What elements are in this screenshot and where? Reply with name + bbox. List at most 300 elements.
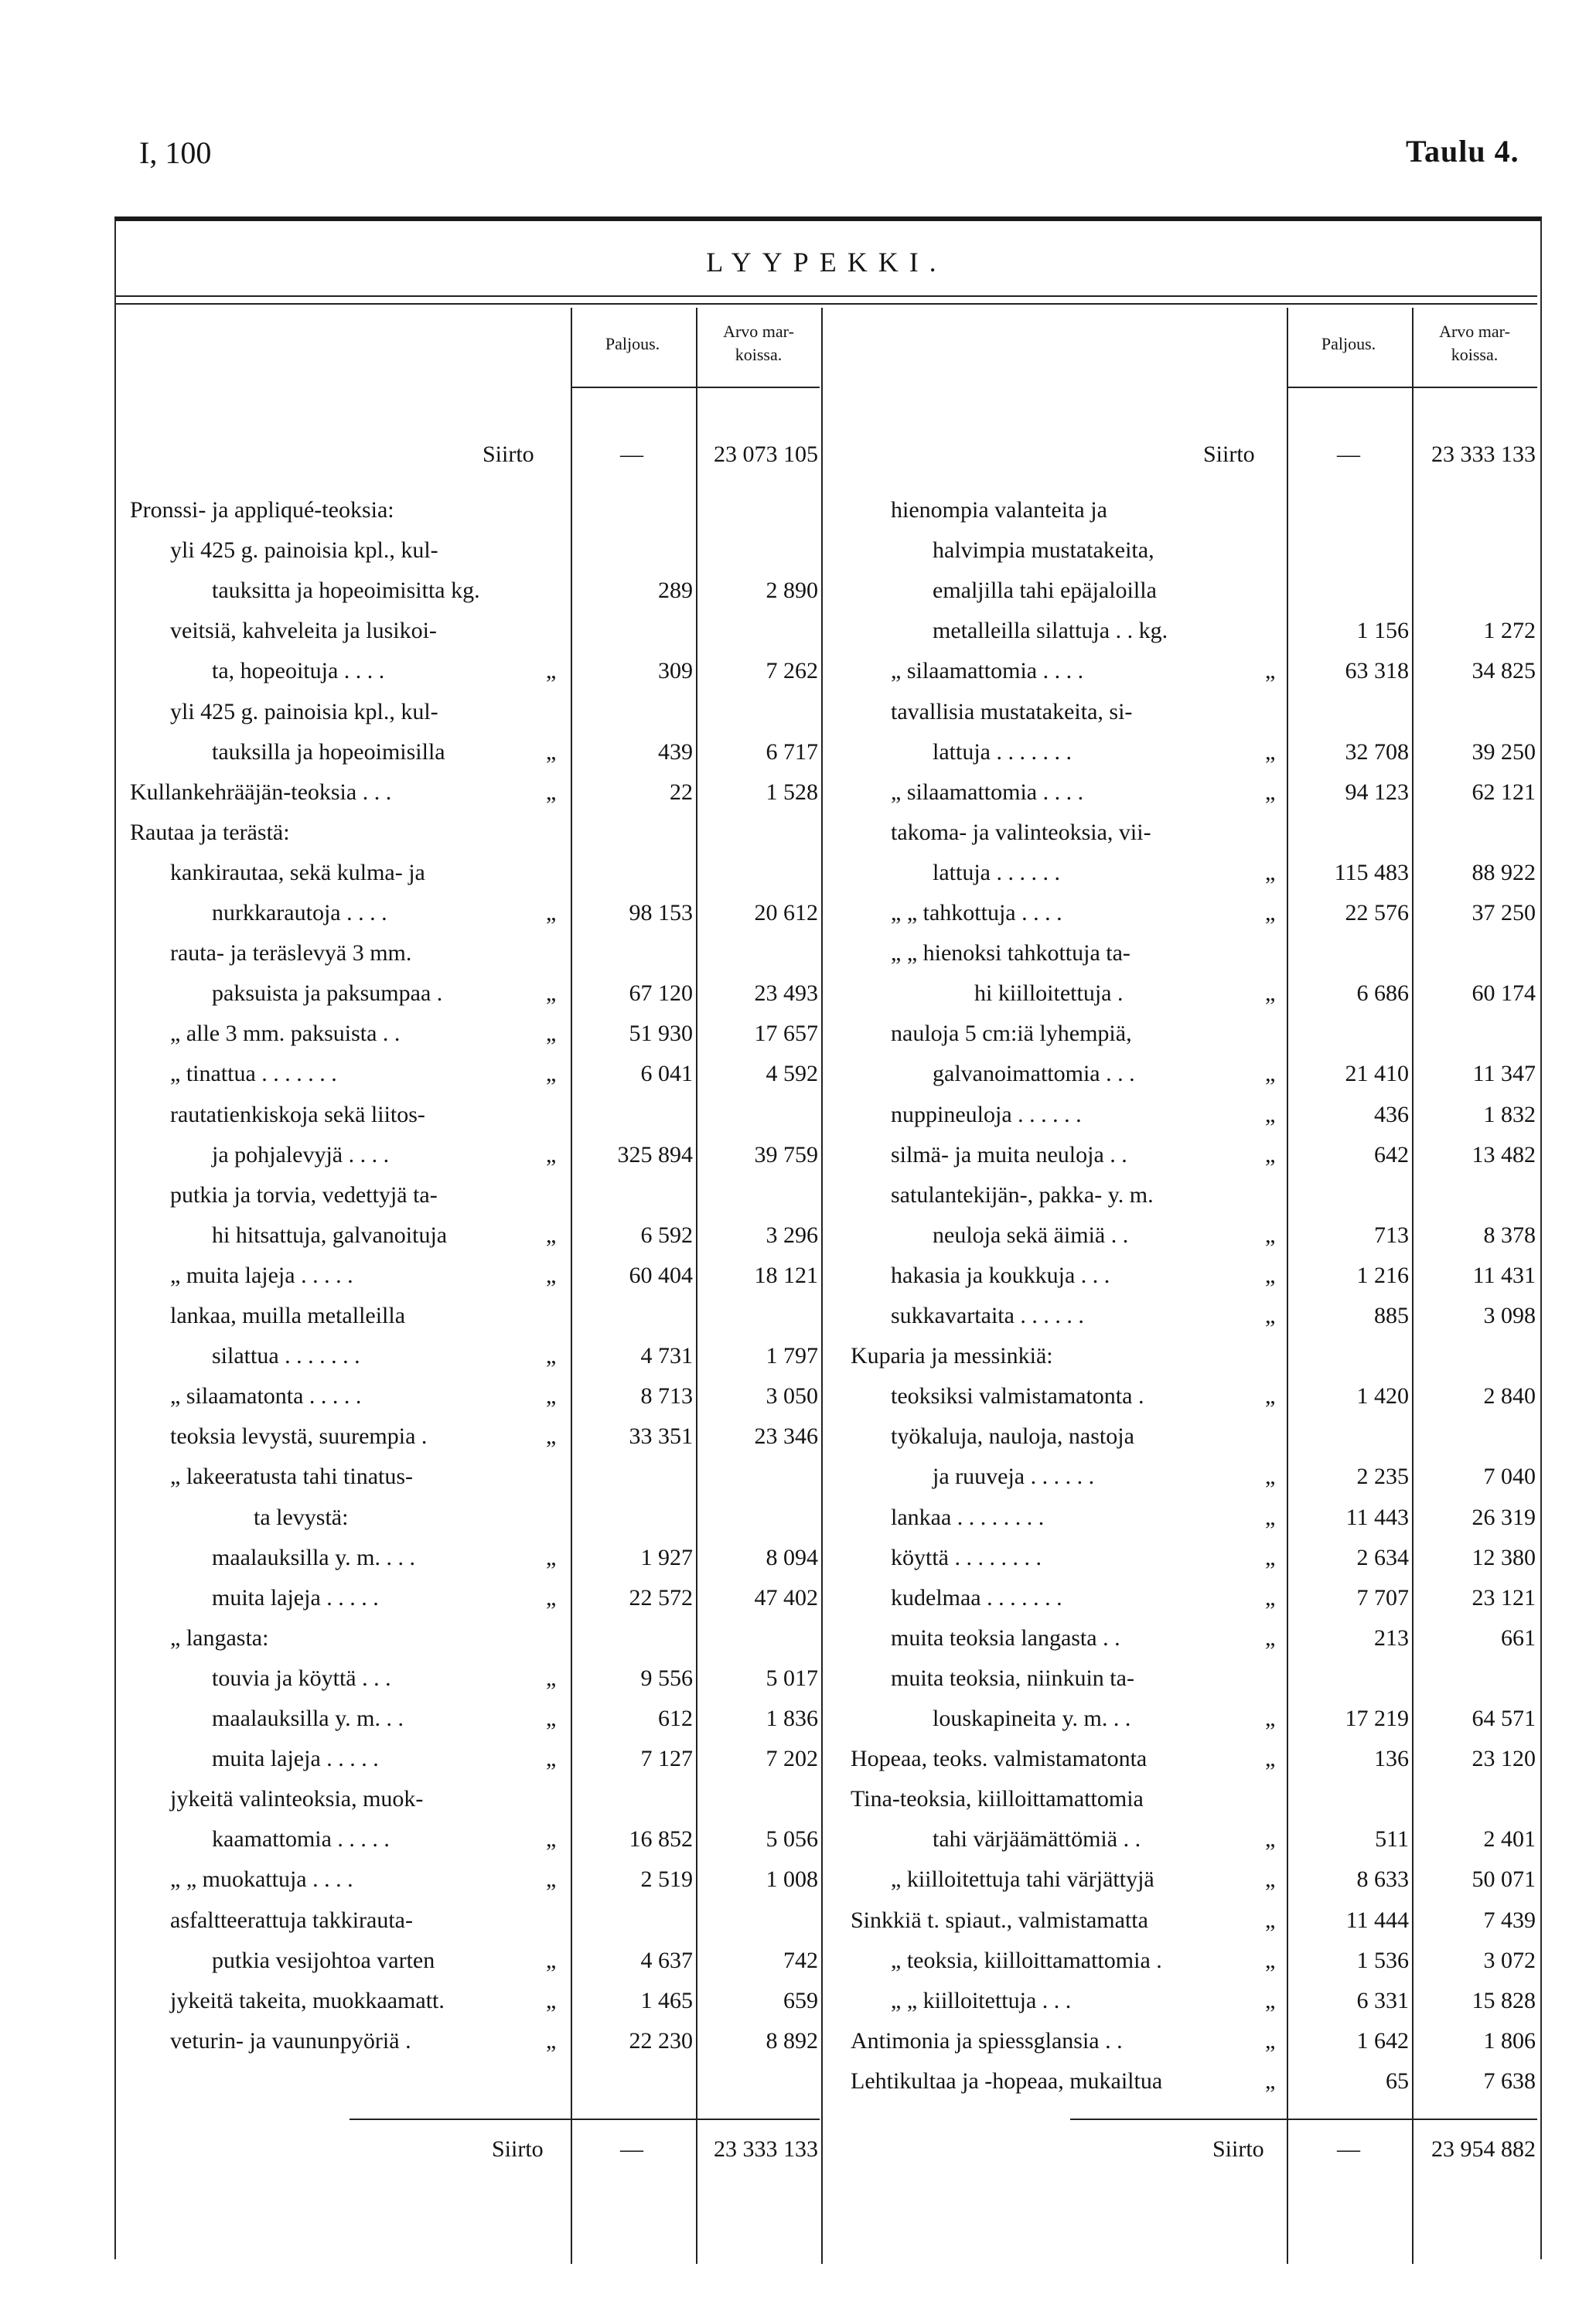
table-row (0, 1498, 1596, 1538)
table-row (0, 1699, 1596, 1739)
row-value: 7 638 (1483, 2067, 1536, 2094)
row-unit: „ (546, 1826, 557, 1853)
carry-label: Siirto (1203, 441, 1255, 467)
row-value: 2 840 (1483, 1383, 1536, 1410)
row-unit: „ (546, 1021, 557, 1047)
row-value: 62 121 (1472, 779, 1536, 805)
row-quantity: 22 576 (1345, 900, 1409, 926)
row-quantity: 65 (1386, 2067, 1409, 2094)
row-label: „ alle 3 mm. paksuista . . (170, 1021, 401, 1047)
carry-value: 23 333 133 (1431, 441, 1536, 467)
value-header-left (697, 320, 820, 366)
row-label: „ teoksia, kiilloittamattomia . (891, 1947, 1162, 1973)
row-value: 6 717 (766, 738, 818, 765)
table-number: Taulu 4. (1406, 134, 1519, 169)
carry-quantity: — (620, 441, 643, 467)
table-row (0, 490, 1596, 530)
row-unit: „ (1265, 1504, 1276, 1530)
row-value: 13 482 (1472, 1141, 1536, 1168)
table-row (0, 1376, 1596, 1416)
carry-row-right-bottom (0, 2129, 1596, 2170)
table-row (0, 933, 1596, 973)
row-label: tavallisia mustatakeita, si- (891, 698, 1133, 724)
row-quantity: 60 404 (629, 1262, 693, 1288)
row-quantity: 213 (1374, 1624, 1409, 1651)
table-row (0, 2021, 1596, 2061)
quantity-header-right: Paljous. (1321, 334, 1376, 353)
table-row (0, 893, 1596, 933)
table-row (0, 1336, 1596, 1376)
row-value: 23 493 (754, 980, 818, 1007)
row-unit: „ (546, 1141, 557, 1168)
row-quantity: 136 (1374, 1746, 1409, 1772)
row-label: teoksiksi valmistamatonta . (891, 1383, 1144, 1410)
carry-label: Siirto (492, 2136, 544, 2162)
table-row (0, 1215, 1596, 1256)
row-value: 8 378 (1483, 1222, 1536, 1248)
row-quantity: 11 443 (1345, 1504, 1409, 1530)
table-row (0, 1014, 1596, 1054)
row-label: putkia vesijohtoa varten (212, 1947, 435, 1973)
row-label: satulantekijän-, pakka- y. m. (891, 1181, 1154, 1208)
row-label: tauksitta ja hopeoimisitta kg. (212, 578, 480, 604)
row-quantity: 94 123 (1345, 779, 1409, 805)
row-unit: „ (546, 658, 557, 684)
row-quantity: 16 852 (629, 1826, 693, 1853)
table-title: LYYPEKKI. (706, 247, 947, 278)
row-value: 661 (1501, 1624, 1536, 1651)
table-row (0, 1296, 1596, 1336)
row-label: yli 425 g. painoisia kpl., kul- (170, 698, 438, 724)
row-value: 1 836 (766, 1706, 818, 1731)
row-label: rautatienkiskoja sekä liitos- (170, 1101, 425, 1127)
row-label: Antimonia ja spiessglansia . . (851, 2027, 1123, 2054)
table-row (0, 1981, 1596, 2021)
row-label: yli 425 g. painoisia kpl., kul- (170, 537, 438, 564)
row-label: nauloja 5 cm:iä lyhempiä, (891, 1021, 1132, 1047)
row-quantity: 4 731 (640, 1343, 693, 1369)
row-label: asfaltteerattuja takkirauta- (170, 1907, 413, 1933)
row-label: „ „ kiilloitettuja . . . (891, 1987, 1072, 2013)
row-quantity: 1 156 (1356, 618, 1409, 644)
row-unit: „ (1265, 1826, 1276, 1853)
row-quantity: 325 894 (617, 1141, 693, 1168)
title-rule (116, 295, 1537, 297)
row-label: silmä- ja muita neuloja . . (891, 1141, 1127, 1168)
row-quantity: 33 351 (629, 1423, 693, 1450)
value-header-line2: koissa. (735, 345, 783, 364)
row-quantity: 6 592 (640, 1222, 693, 1248)
row-label: ja pohjalevyjä . . . . (212, 1141, 390, 1168)
table-row (0, 1860, 1596, 1900)
row-value: 5 017 (766, 1665, 818, 1691)
row-value: 2 401 (1483, 1826, 1536, 1853)
row-unit: „ (546, 1343, 557, 1369)
row-value: 50 071 (1472, 1866, 1536, 1893)
row-quantity: 4 637 (640, 1947, 693, 1973)
row-value: 88 922 (1472, 859, 1536, 885)
row-unit: „ (1265, 980, 1276, 1007)
row-label: „ silaamattomia . . . . (891, 658, 1084, 684)
table-row (0, 1819, 1596, 1860)
row-unit: „ (1265, 658, 1276, 684)
row-label: „ silaamattomia . . . . (891, 779, 1084, 805)
row-quantity: 22 (670, 779, 693, 805)
table-row (0, 732, 1596, 772)
row-value: 11 347 (1472, 1061, 1536, 1087)
row-unit: „ (1265, 1383, 1276, 1410)
row-label: tauksilla ja hopeoimisilla (212, 738, 445, 765)
row-label: nurkkarautoja . . . . (212, 900, 387, 926)
row-quantity: 51 930 (629, 1021, 693, 1047)
row-value: 11 431 (1472, 1262, 1536, 1288)
table-row (0, 1175, 1596, 1215)
row-label: muita teoksia, niinkuin ta- (891, 1665, 1134, 1691)
row-quantity: 6 331 (1356, 1987, 1409, 2013)
row-unit: „ (1265, 738, 1276, 765)
carry-label: Siirto (1212, 2136, 1264, 2162)
row-quantity: 21 410 (1345, 1061, 1409, 1087)
row-unit: „ (546, 1947, 557, 1973)
row-unit: „ (1265, 1262, 1276, 1288)
row-label: „ silaamatonta . . . . . (170, 1383, 362, 1410)
row-quantity: 98 153 (629, 900, 693, 926)
row-label: lattuja . . . . . . . (933, 738, 1072, 765)
table-row (0, 1457, 1596, 1497)
row-quantity: 22 572 (629, 1584, 693, 1611)
row-value: 20 612 (754, 900, 818, 926)
table-row (0, 973, 1596, 1014)
row-value: 1 528 (766, 779, 818, 805)
row-quantity: 17 219 (1345, 1706, 1409, 1731)
row-quantity: 2 519 (640, 1866, 693, 1893)
row-label: „ „ muokattuja . . . . (170, 1866, 353, 1893)
row-quantity: 511 (1375, 1826, 1409, 1853)
row-unit: „ (546, 1987, 557, 2013)
carry-quantity: — (1337, 441, 1360, 467)
row-value: 8 094 (766, 1544, 818, 1570)
row-label: Kuparia ja messinkiä: (851, 1343, 1053, 1369)
row-label: lankaa . . . . . . . . (891, 1504, 1045, 1530)
row-unit: „ (1265, 1624, 1276, 1651)
row-label: louskapineita y. m. . . (933, 1706, 1131, 1731)
row-unit: „ (1265, 1544, 1276, 1570)
table-row (0, 1416, 1596, 1457)
row-label: emaljilla tahi epäjaloilla (933, 578, 1157, 604)
row-label: sukkavartaita . . . . . . (891, 1303, 1084, 1328)
row-unit: „ (546, 900, 557, 926)
row-unit: „ (546, 1665, 557, 1691)
row-value: 60 174 (1472, 980, 1536, 1007)
value-header-line1: Arvo mar- (723, 322, 794, 341)
table-row (0, 1779, 1596, 1819)
row-value: 1 797 (766, 1343, 818, 1369)
row-unit: „ (1265, 1303, 1276, 1328)
row-value: 3 296 (766, 1222, 818, 1248)
row-unit: „ (1265, 859, 1276, 885)
row-unit: „ (546, 2027, 557, 2054)
row-value: 3 098 (1483, 1303, 1536, 1328)
row-quantity: 1 536 (1356, 1947, 1409, 1973)
row-label: hakasia ja koukkuja . . . (891, 1262, 1110, 1288)
row-value: 34 825 (1472, 658, 1536, 684)
carry-quantity: — (620, 2136, 643, 2162)
row-quantity: 9 556 (640, 1665, 693, 1691)
row-quantity: 115 483 (1334, 859, 1409, 885)
row-unit: „ (546, 980, 557, 1007)
row-quantity: 6 686 (1356, 980, 1409, 1007)
row-unit: „ (546, 1222, 557, 1248)
row-label: teoksia levystä, suurempia . (170, 1423, 428, 1450)
row-quantity: 2 235 (1356, 1464, 1409, 1490)
row-unit: „ (1265, 1101, 1276, 1127)
row-value: 742 (783, 1947, 818, 1973)
row-unit: „ (1265, 1746, 1276, 1772)
row-label: tahi värjäämättömiä . . (933, 1826, 1141, 1853)
row-value: 7 040 (1483, 1464, 1536, 1490)
row-quantity: 32 708 (1345, 738, 1409, 765)
row-unit: „ (1265, 1907, 1276, 1933)
row-value: 1 806 (1483, 2027, 1536, 2054)
row-quantity: 1 642 (1356, 2027, 1409, 2054)
row-label: „ tinattua . . . . . . . (170, 1061, 337, 1087)
row-label: lankaa, muilla metalleilla (170, 1303, 406, 1328)
row-quantity: 642 (1374, 1141, 1409, 1168)
row-label: lattuja . . . . . . (933, 859, 1060, 885)
row-unit: „ (1265, 1584, 1276, 1611)
row-value: 4 592 (766, 1061, 818, 1087)
row-value: 5 056 (766, 1826, 818, 1853)
row-label: köyttä . . . . . . . . (891, 1544, 1042, 1570)
table-row (0, 611, 1596, 651)
row-label: Hopeaa, teoks. valmistamatonta (851, 1746, 1148, 1772)
row-value: 64 571 (1472, 1706, 1536, 1731)
value-header-line2: koissa. (1451, 345, 1499, 364)
row-unit: „ (1265, 1222, 1276, 1248)
row-label: neuloja sekä äimiä . . (933, 1222, 1129, 1248)
row-quantity: 1 465 (640, 1987, 693, 2013)
table-row (0, 1054, 1596, 1094)
row-quantity: 309 (658, 658, 693, 684)
row-value: 39 759 (754, 1141, 818, 1168)
row-label: Rautaa ja terästä: (130, 819, 290, 845)
row-quantity: 885 (1374, 1303, 1409, 1328)
row-label: hienompia valanteita ja (891, 497, 1107, 523)
row-label: ta levystä: (254, 1504, 349, 1530)
row-value: 47 402 (754, 1584, 818, 1611)
row-value: 2 890 (766, 578, 818, 604)
carry-value: 23 954 882 (1431, 2136, 1536, 2162)
row-unit: „ (546, 1866, 557, 1893)
table-row (0, 1578, 1596, 1618)
row-unit: „ (1265, 1706, 1276, 1731)
row-value: 23 120 (1472, 1746, 1536, 1772)
table-row (0, 813, 1596, 853)
quantity-header-left: Paljous. (605, 334, 660, 353)
table-row (0, 530, 1596, 571)
row-value: 26 319 (1472, 1504, 1536, 1530)
row-unit: „ (546, 1706, 557, 1731)
row-unit: „ (1265, 1061, 1276, 1087)
row-label: kaamattomia . . . . . (212, 1826, 390, 1853)
row-value: 7 262 (766, 658, 818, 684)
row-value: 1 272 (1483, 618, 1536, 644)
row-label: Kullankehrääjän-teoksia . . . (130, 779, 392, 805)
row-label: työkaluja, nauloja, nastoja (891, 1423, 1134, 1450)
row-value: 23 121 (1472, 1584, 1536, 1611)
row-label: „ „ tahkottuja . . . . (891, 900, 1062, 926)
row-label: Tina-teoksia, kiilloittamattomia (851, 1786, 1144, 1812)
row-label: „ langasta: (170, 1624, 269, 1651)
row-unit: „ (1265, 779, 1276, 805)
table-row (0, 1739, 1596, 1779)
row-unit: „ (546, 1746, 557, 1772)
row-label: „ kiilloitettuja tahi värjättyjä (891, 1866, 1154, 1893)
row-value: 12 380 (1472, 1544, 1536, 1570)
row-label: muita lajeja . . . . . (212, 1746, 379, 1772)
page-number: I, 100 (139, 135, 212, 170)
carry-value: 23 333 133 (714, 2136, 818, 2162)
row-value: 1 008 (766, 1866, 818, 1893)
row-quantity: 7 127 (640, 1746, 693, 1772)
row-value: 39 250 (1472, 738, 1536, 765)
row-quantity: 7 707 (1356, 1584, 1409, 1611)
row-label: silattua . . . . . . . (212, 1343, 360, 1369)
row-label: ja ruuveja . . . . . . (933, 1464, 1095, 1490)
row-label: „ „ hienoksi tahkottuja ta- (891, 940, 1130, 966)
carry-quantity: — (1337, 2136, 1360, 2162)
row-quantity: 11 444 (1345, 1907, 1409, 1933)
row-unit: „ (1265, 1141, 1276, 1168)
table-row (0, 772, 1596, 813)
value-header-right (1412, 320, 1537, 366)
row-unit: „ (546, 779, 557, 805)
row-label: kankirautaa, sekä kulma- ja (170, 859, 425, 885)
row-unit: „ (1265, 2027, 1276, 2054)
table-row (0, 853, 1596, 893)
row-label: „ muita lajeja . . . . . (170, 1262, 353, 1288)
row-quantity: 2 634 (1356, 1544, 1409, 1570)
table-row (0, 1941, 1596, 1981)
table-row (0, 1135, 1596, 1175)
row-quantity: 8 633 (1356, 1866, 1409, 1893)
carry-value: 23 073 105 (714, 441, 818, 467)
row-quantity: 439 (658, 738, 693, 765)
row-label: rauta- ja teräslevyä 3 mm. (170, 940, 412, 966)
row-label: halvimpia mustatakeita, (933, 537, 1154, 564)
carry-label: Siirto (483, 441, 534, 467)
row-value: 18 121 (754, 1262, 818, 1288)
table-row (0, 2061, 1596, 2102)
row-unit: „ (1265, 1947, 1276, 1973)
table-row (0, 571, 1596, 611)
row-label: kudelmaa . . . . . . . (891, 1584, 1062, 1611)
row-value: 23 346 (754, 1423, 818, 1450)
row-label: Pronssi- ja appliqué-teoksia: (130, 497, 394, 523)
row-quantity: 713 (1374, 1222, 1409, 1248)
row-label: veitsiä, kahveleita ja lusikoi- (170, 618, 437, 644)
row-quantity: 1 927 (640, 1544, 693, 1570)
row-label: putkia ja torvia, vedettyjä ta- (170, 1181, 438, 1208)
row-quantity: 6 041 (640, 1061, 693, 1087)
row-label: nuppineuloja . . . . . . (891, 1101, 1082, 1127)
row-quantity: 289 (658, 578, 693, 604)
row-label: Sinkkiä t. spiaut., valmistamatta (851, 1907, 1148, 1933)
row-label: muita teoksia langasta . . (891, 1624, 1120, 1651)
carry-row-right-top (0, 435, 1596, 475)
row-quantity: 8 713 (640, 1383, 693, 1410)
row-unit: „ (1265, 2067, 1276, 2094)
row-quantity: 1 420 (1356, 1383, 1409, 1410)
title-rule (116, 303, 1537, 305)
row-label: maalauksilla y. m. . . . (212, 1544, 415, 1570)
table-row (0, 1256, 1596, 1296)
row-value: 3 050 (766, 1383, 818, 1410)
table-row (0, 1538, 1596, 1578)
total-rule-right (1070, 2119, 1537, 2120)
table-row (0, 692, 1596, 732)
row-unit: „ (546, 1061, 557, 1087)
row-unit: „ (546, 1262, 557, 1288)
table-row (0, 1095, 1596, 1135)
total-rule-left (350, 2119, 820, 2120)
row-value: 3 072 (1483, 1947, 1536, 1973)
row-label: muita lajeja . . . . . (212, 1584, 379, 1611)
row-label: touvia ja köyttä . . . (212, 1665, 391, 1691)
row-value: 7 202 (766, 1746, 818, 1772)
row-label: hi kiilloitettuja . (974, 980, 1124, 1007)
row-unit: „ (546, 1383, 557, 1410)
row-value: 8 892 (766, 2027, 818, 2054)
row-unit: „ (1265, 1987, 1276, 2013)
row-unit: „ (1265, 1866, 1276, 1893)
row-label: jykeitä valinteoksia, muok- (170, 1786, 424, 1812)
row-unit: „ (546, 1584, 557, 1611)
row-label: ta, hopeoituja . . . . (212, 658, 385, 684)
table-row (0, 1658, 1596, 1699)
row-label: hi hitsattuja, galvanoituja (212, 1222, 448, 1248)
row-unit: „ (546, 1423, 557, 1450)
row-quantity: 1 216 (1356, 1262, 1409, 1288)
table-row (0, 651, 1596, 691)
row-value: 37 250 (1472, 900, 1536, 926)
row-label: paksuista ja paksumpaa . (212, 980, 443, 1007)
row-quantity: 436 (1374, 1101, 1409, 1127)
row-label: veturin- ja vaununpyöriä . (170, 2027, 411, 2054)
row-label: „ lakeeratusta tahi tinatus- (170, 1464, 414, 1490)
row-quantity: 612 (658, 1706, 693, 1731)
table-row (0, 1618, 1596, 1658)
row-value: 659 (783, 1987, 818, 2013)
row-quantity: 67 120 (629, 980, 693, 1007)
row-unit: „ (1265, 1464, 1276, 1490)
row-value: 15 828 (1472, 1987, 1536, 2013)
row-value: 17 657 (754, 1021, 818, 1047)
value-header-line1: Arvo mar- (1439, 322, 1510, 341)
row-label: galvanoimattomia . . . (933, 1061, 1135, 1087)
row-unit: „ (1265, 900, 1276, 926)
row-unit: „ (546, 1544, 557, 1570)
table-row (0, 1900, 1596, 1941)
row-quantity: 63 318 (1345, 658, 1409, 684)
row-label: jykeitä takeita, muokkaamatt. (170, 1987, 445, 2013)
row-quantity: 22 230 (629, 2027, 693, 2054)
row-label: maalauksilla y. m. . . (212, 1706, 404, 1731)
row-value: 7 439 (1483, 1907, 1536, 1933)
row-label: metalleilla silattuja . . kg. (933, 618, 1168, 644)
row-label: Lehtikultaa ja -hopeaa, mukailtua (851, 2067, 1163, 2094)
row-unit: „ (546, 738, 557, 765)
